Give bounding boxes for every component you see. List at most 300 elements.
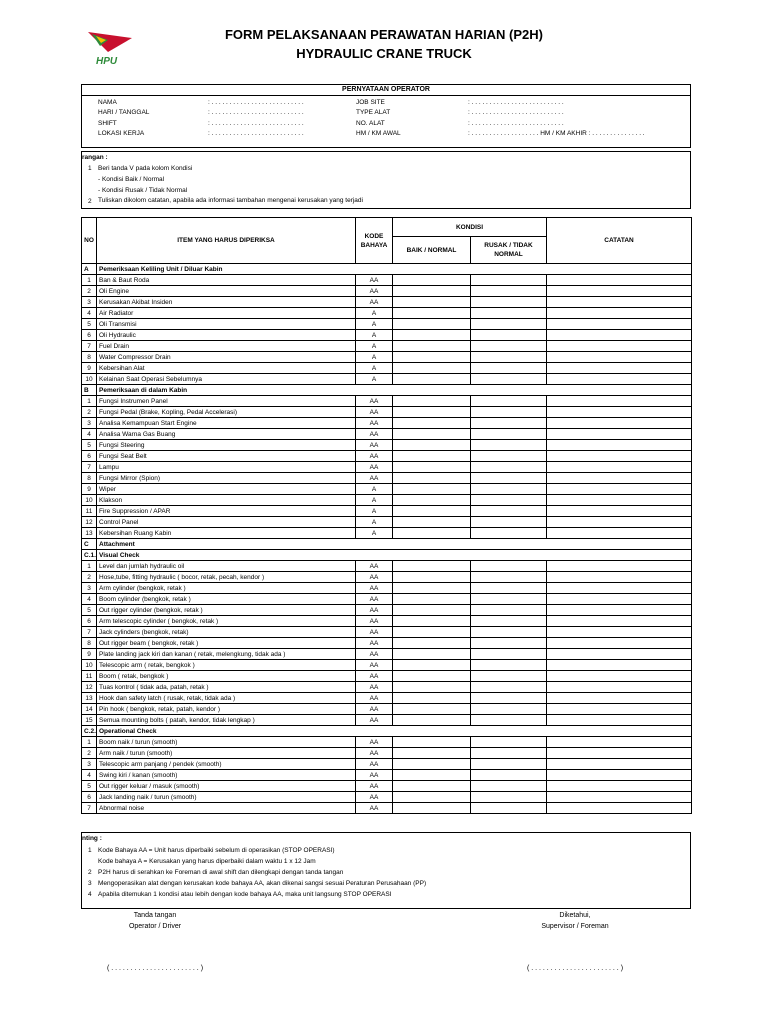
table-row [82,649,692,660]
rusak-cell[interactable] [471,781,547,792]
item-no: 3 [82,418,97,429]
rusak-cell[interactable] [471,803,547,814]
catatan-cell[interactable] [547,308,692,319]
item-name: Out rigger beam ( bengkok, retak ) [97,638,356,649]
baik-normal-cell[interactable] [393,627,471,638]
item-name: Fungsi Steering [97,440,356,451]
rusak-cell[interactable] [471,506,547,517]
baik-normal-cell[interactable] [393,638,471,649]
rusak-cell[interactable] [471,495,547,506]
catatan-cell[interactable] [547,561,692,572]
rusak-cell[interactable] [471,341,547,352]
rusak-cell[interactable] [471,374,547,385]
rusak-cell[interactable] [471,693,547,704]
table-row [82,484,692,495]
item-no: 8 [82,473,97,484]
item-kode-bahaya: AA [356,627,393,638]
header-no: NO [82,218,97,264]
baik-normal-cell[interactable] [393,660,471,671]
rusak-cell[interactable] [471,561,547,572]
table-row [82,418,692,429]
baik-normal-cell[interactable] [393,792,471,803]
rusak-cell[interactable] [471,759,547,770]
label-shift: SHIFT [98,120,117,127]
baik-normal-cell[interactable] [393,484,471,495]
baik-normal-cell[interactable] [393,473,471,484]
table-row [82,693,692,704]
section-row [82,726,692,737]
rusak-cell[interactable] [471,451,547,462]
catatan-cell[interactable] [547,693,692,704]
penting-label: nting : [82,835,102,842]
catatan-cell[interactable] [547,473,692,484]
baik-normal-cell[interactable] [393,528,471,539]
value-lokasi-kerja[interactable]: : . . . . . . . . . . . . . . . . . . . . . . . . . . [208,130,304,137]
item-name: Kebersihan Alat [97,363,356,374]
rusak-cell[interactable] [471,319,547,330]
baik-normal-cell[interactable] [393,275,471,286]
rusak-cell[interactable] [471,649,547,660]
value-shift[interactable]: : . . . . . . . . . . . . . . . . . . . . . . . . . . [208,120,304,127]
item-name: Arm naik / turun (smooth) [97,748,356,759]
item-kode-bahaya: A [356,374,393,385]
value-job-site[interactable]: : . . . . . . . . . . . . . . . . . . . . . . . . . . [468,99,564,106]
catatan-cell[interactable] [547,330,692,341]
item-name: Wiper [97,484,356,495]
item-name: Out rigger cylinder (bengkok, retak ) [97,605,356,616]
item-no: 11 [82,671,97,682]
table-row [82,583,692,594]
item-no: 9 [82,363,97,374]
rusak-cell[interactable] [471,682,547,693]
table-row [82,429,692,440]
table-row [82,616,692,627]
penting-num: 3 [88,880,92,887]
table-row [82,748,692,759]
catatan-cell[interactable] [547,374,692,385]
item-name: Arm telescopic cylinder ( bengkok, retak ) [97,616,356,627]
catatan-cell[interactable] [547,506,692,517]
item-no: 2 [82,407,97,418]
item-no: 12 [82,517,97,528]
item-kode-bahaya: A [356,517,393,528]
item-no: 7 [82,462,97,473]
catatan-cell[interactable] [547,341,692,352]
catatan-cell[interactable] [547,704,692,715]
table-row [82,451,692,462]
catatan-cell[interactable] [547,616,692,627]
item-no: 3 [82,297,97,308]
item-no: 6 [82,792,97,803]
item-kode-bahaya: AA [356,792,393,803]
table-row [82,759,692,770]
item-name: Fungsi Seat Belt [97,451,356,462]
table-row [82,528,692,539]
form-subtitle: HYDRAULIC CRANE TRUCK [296,46,472,61]
rusak-cell[interactable] [471,638,547,649]
item-kode-bahaya: AA [356,429,393,440]
baik-normal-cell[interactable] [393,363,471,374]
baik-normal-cell[interactable] [393,418,471,429]
rusak-cell[interactable] [471,583,547,594]
item-name: Swing kiri / kanan (smooth) [97,770,356,781]
item-kode-bahaya: AA [356,803,393,814]
item-kode-bahaya: AA [356,671,393,682]
rusak-cell[interactable] [471,440,547,451]
keterangan-num-1: 1 [88,165,92,172]
table-row [82,473,692,484]
item-kode-bahaya: AA [356,638,393,649]
item-name: Fuel Drain [97,341,356,352]
catatan-cell[interactable] [547,319,692,330]
baik-normal-cell[interactable] [393,649,471,660]
penting-num: 1 [88,847,92,854]
rusak-cell[interactable] [471,275,547,286]
table-row [82,704,692,715]
rusak-cell[interactable] [471,407,547,418]
item-kode-bahaya: AA [356,275,393,286]
catatan-cell[interactable] [547,396,692,407]
baik-normal-cell[interactable] [393,440,471,451]
item-name: Oli Transmisi [97,319,356,330]
section-title: Operational Check [97,726,692,737]
item-no: 2 [82,748,97,759]
item-kode-bahaya: AA [356,781,393,792]
item-name: Tuas kontrol ( tidak ada, patah, retak ) [97,682,356,693]
rusak-cell[interactable] [471,484,547,495]
value-type-alat[interactable]: : . . . . . . . . . . . . . . . . . . . . . . . . . . [468,109,564,116]
baik-normal-cell[interactable] [393,495,471,506]
sig-left-line2: Operator / Driver [128,923,182,930]
catatan-cell[interactable] [547,528,692,539]
item-kode-bahaya: A [356,495,393,506]
baik-normal-cell[interactable] [393,341,471,352]
item-kode-bahaya: AA [356,660,393,671]
rusak-cell[interactable] [471,594,547,605]
rusak-cell[interactable] [471,671,547,682]
item-name: Oli Hydraulic [97,330,356,341]
table-row [82,407,692,418]
rusak-cell[interactable] [471,286,547,297]
catatan-cell[interactable] [547,627,692,638]
catatan-cell[interactable] [547,517,692,528]
section-code: C.2. [82,726,97,737]
item-name: Semua mounting bolts ( patah, kendor, tidak lengkap ) [97,715,356,726]
value-nama[interactable]: : . . . . . . . . . . . . . . . . . . . . . . . . . . [208,99,304,106]
item-name: Oli Engine [97,286,356,297]
baik-normal-cell[interactable] [393,594,471,605]
item-kode-bahaya: AA [356,418,393,429]
baik-normal-cell[interactable] [393,462,471,473]
table-row [82,495,692,506]
catatan-cell[interactable] [547,737,692,748]
item-kode-bahaya: A [356,484,393,495]
catatan-cell[interactable] [547,594,692,605]
catatan-cell[interactable] [547,484,692,495]
catatan-cell[interactable] [547,451,692,462]
baik-normal-cell[interactable] [393,330,471,341]
sig-right-blank[interactable]: ( . . . . . . . . . . . . . . . . . . . . . . . ) [526,965,624,972]
baik-normal-cell[interactable] [393,616,471,627]
item-no: 10 [82,495,97,506]
keterangan-line-1b: - Kondisi Baik / Normal [98,176,165,183]
baik-normal-cell[interactable] [393,803,471,814]
item-kode-bahaya: A [356,308,393,319]
table-row [82,363,692,374]
rusak-cell[interactable] [471,517,547,528]
item-name: Plate landing jack kiri dan kanan ( retak, melengkung, tidak ada ) [97,649,356,660]
table-row [82,770,692,781]
item-name: Telescopic arm panjang / pendek (smooth) [97,759,356,770]
item-no: 15 [82,715,97,726]
baik-normal-cell[interactable] [393,517,471,528]
catatan-cell[interactable] [547,440,692,451]
catatan-cell[interactable] [547,638,692,649]
rusak-cell[interactable] [471,297,547,308]
catatan-cell[interactable] [547,682,692,693]
table-row [82,297,692,308]
catatan-cell[interactable] [547,418,692,429]
item-name: Boom cylinder (bengkok, retak ) [97,594,356,605]
rusak-cell[interactable] [471,462,547,473]
table-row [82,462,692,473]
baik-normal-cell[interactable] [393,781,471,792]
item-name: Klakson [97,495,356,506]
table-row [82,594,692,605]
rusak-cell[interactable] [471,352,547,363]
item-kode-bahaya: AA [356,440,393,451]
section-row [82,539,692,550]
sig-right-line2: Supervisor / Foreman [541,923,609,930]
table-row [82,275,692,286]
header-catatan: CATATAN [547,218,692,264]
catatan-cell[interactable] [547,286,692,297]
catatan-cell[interactable] [547,495,692,506]
section-code: C [82,539,97,550]
baik-normal-cell[interactable] [393,374,471,385]
item-no: 3 [82,759,97,770]
label-type-alat: TYPE ALAT [356,109,391,116]
table-row [82,308,692,319]
baik-normal-cell[interactable] [393,308,471,319]
catatan-cell[interactable] [547,759,692,770]
baik-normal-cell[interactable] [393,715,471,726]
item-kode-bahaya: A [356,352,393,363]
catatan-cell[interactable] [547,462,692,473]
item-no: 5 [82,605,97,616]
catatan-cell[interactable] [547,429,692,440]
baik-normal-cell[interactable] [393,407,471,418]
rusak-cell[interactable] [471,605,547,616]
table-row [82,682,692,693]
table-row [82,352,692,363]
baik-normal-cell[interactable] [393,748,471,759]
catatan-cell[interactable] [547,649,692,660]
table-row [82,627,692,638]
rusak-cell[interactable] [471,704,547,715]
rusak-cell[interactable] [471,363,547,374]
rusak-cell[interactable] [471,572,547,583]
rusak-cell[interactable] [471,748,547,759]
rusak-cell[interactable] [471,528,547,539]
item-name: Arm cylinder (bengkok, retak ) [97,583,356,594]
label-lokasi-kerja: LOKASI KERJA [98,130,145,137]
catatan-cell[interactable] [547,671,692,682]
baik-normal-cell[interactable] [393,286,471,297]
catatan-cell[interactable] [547,748,692,759]
item-no: 9 [82,649,97,660]
table-row [82,341,692,352]
item-kode-bahaya: AA [356,297,393,308]
baik-normal-cell[interactable] [393,759,471,770]
item-no: 7 [82,627,97,638]
rusak-cell[interactable] [471,396,547,407]
keterangan-label: rangan : [82,154,108,161]
catatan-cell[interactable] [547,792,692,803]
item-kode-bahaya: AA [356,583,393,594]
value-hm-km[interactable]: : . . . . . . . . . . . . . . . . . . . HM / KM AKHIR : . . . . . . . . . . . . . . . [468,130,645,137]
section-code: C.1. [82,550,97,561]
baik-normal-cell[interactable] [393,605,471,616]
item-name: Control Panel [97,517,356,528]
baik-normal-cell[interactable] [393,297,471,308]
item-kode-bahaya: AA [356,616,393,627]
baik-normal-cell[interactable] [393,506,471,517]
rusak-cell[interactable] [471,473,547,484]
item-name: Pin hook ( bengkok, retak, patah, kendor ) [97,704,356,715]
table-row [82,286,692,297]
label-hari-tanggal: HARI / TANGGAL [98,109,150,116]
baik-normal-cell[interactable] [393,704,471,715]
baik-normal-cell[interactable] [393,583,471,594]
label-nama: NAMA [98,99,117,106]
header-rusak-tidak-normal: RUSAK / TIDAK NORMAL [471,237,547,264]
catatan-cell[interactable] [547,297,692,308]
table-row [82,605,692,616]
table-row [82,374,692,385]
item-no: 4 [82,594,97,605]
table-row [82,781,692,792]
keterangan-line-1c: - Kondisi Rusak / Tidak Normal [98,187,188,194]
catatan-cell[interactable] [547,275,692,286]
item-name: Fire Suppression / APAR [97,506,356,517]
item-name: Boom ( retak, bengkok ) [97,671,356,682]
baik-normal-cell[interactable] [393,737,471,748]
rusak-cell[interactable] [471,418,547,429]
catatan-cell[interactable] [547,660,692,671]
baik-normal-cell[interactable] [393,770,471,781]
header-baik-normal: BAIK / NORMAL [393,237,471,264]
item-name: Kelainan Saat Operasi Sebelumnya [97,374,356,385]
rusak-cell[interactable] [471,792,547,803]
table-row [82,715,692,726]
rusak-cell[interactable] [471,715,547,726]
item-kode-bahaya: AA [356,759,393,770]
rusak-cell[interactable] [471,308,547,319]
baik-normal-cell[interactable] [393,396,471,407]
rusak-cell[interactable] [471,616,547,627]
catatan-cell[interactable] [547,363,692,374]
item-name: Hose,tube, fitting hydraulic ( bocor, retak, pecah, kendor ) [97,572,356,583]
table-row [82,671,692,682]
section-title: Attachment [97,539,692,550]
item-kode-bahaya: AA [356,748,393,759]
catatan-cell[interactable] [547,583,692,594]
item-no: 10 [82,660,97,671]
baik-normal-cell[interactable] [393,671,471,682]
item-kode-bahaya: A [356,319,393,330]
item-name: Lampu [97,462,356,473]
baik-normal-cell[interactable] [393,561,471,572]
penting-num: 2 [88,869,92,876]
item-kode-bahaya: AA [356,407,393,418]
item-kode-bahaya: AA [356,649,393,660]
item-kode-bahaya: AA [356,451,393,462]
keterangan-line-1: Beri tanda V pada kolom Kondisi [98,165,193,172]
baik-normal-cell[interactable] [393,693,471,704]
rusak-cell[interactable] [471,627,547,638]
baik-normal-cell[interactable] [393,572,471,583]
table-row [82,737,692,748]
sig-right-line1: Diketahui, [559,912,591,919]
item-no: 8 [82,352,97,363]
item-kode-bahaya: A [356,528,393,539]
item-kode-bahaya: A [356,363,393,374]
section-title: Pemeriksaan di dalam Kabin [97,385,692,396]
catatan-cell[interactable] [547,803,692,814]
penting-text: Kode Bahaya AA = Unit harus diperbaiki sebelum di operasikan (STOP OPERASI) [98,847,335,854]
catatan-cell[interactable] [547,352,692,363]
item-no: 5 [82,440,97,451]
item-kode-bahaya: AA [356,682,393,693]
item-kode-bahaya: AA [356,473,393,484]
item-kode-bahaya: A [356,506,393,517]
baik-normal-cell[interactable] [393,352,471,363]
item-kode-bahaya: AA [356,462,393,473]
catatan-cell[interactable] [547,781,692,792]
baik-normal-cell[interactable] [393,682,471,693]
catatan-cell[interactable] [547,572,692,583]
item-kode-bahaya: AA [356,693,393,704]
sig-left-blank[interactable]: ( . . . . . . . . . . . . . . . . . . . . . . . ) [106,965,204,972]
item-name: Analisa Kemampuan Start Engine [97,418,356,429]
baik-normal-cell[interactable] [393,451,471,462]
operator-statement-heading: PERNYATAAN OPERATOR [81,84,691,96]
baik-normal-cell[interactable] [393,429,471,440]
table-row [82,319,692,330]
rusak-cell[interactable] [471,330,547,341]
value-hari-tanggal[interactable]: : . . . . . . . . . . . . . . . . . . . . . . . . . . [208,109,304,116]
item-no: 13 [82,693,97,704]
item-no: 6 [82,451,97,462]
catatan-cell[interactable] [547,715,692,726]
item-name: Kerusakan Akibat Insiden [97,297,356,308]
rusak-cell[interactable] [471,660,547,671]
item-no: 11 [82,506,97,517]
rusak-cell[interactable] [471,429,547,440]
catatan-cell[interactable] [547,407,692,418]
item-kode-bahaya: AA [356,770,393,781]
catatan-cell[interactable] [547,605,692,616]
rusak-cell[interactable] [471,737,547,748]
item-no: 12 [82,682,97,693]
value-no-alat[interactable]: : . . . . . . . . . . . . . . . . . . . . . . . . . . [468,120,564,127]
item-no: 3 [82,583,97,594]
catatan-cell[interactable] [547,770,692,781]
item-name: Hook dan safety latch ( rusak, retak, tidak ada ) [97,693,356,704]
rusak-cell[interactable] [471,770,547,781]
baik-normal-cell[interactable] [393,319,471,330]
